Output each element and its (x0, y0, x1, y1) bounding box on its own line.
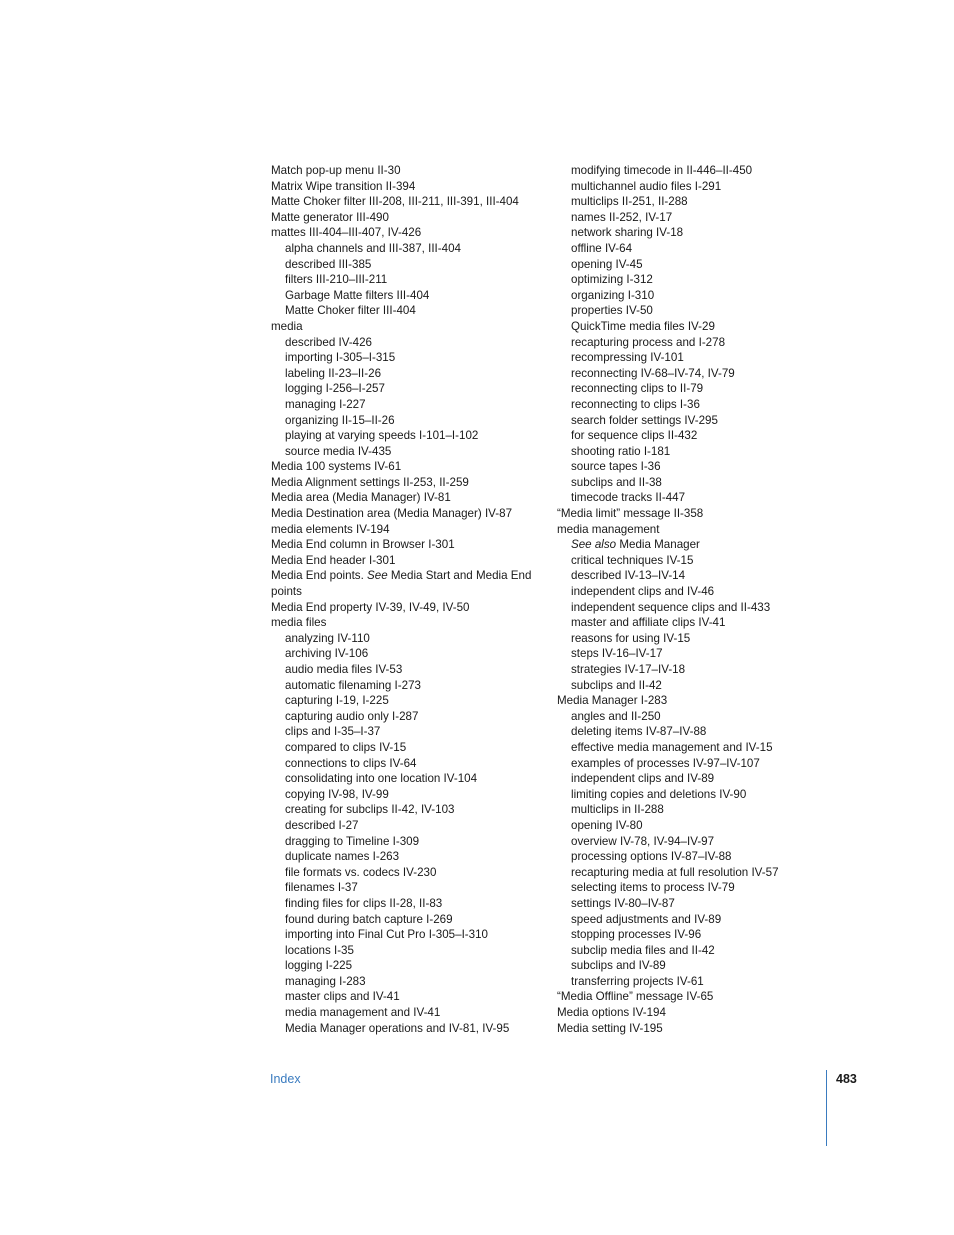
index-subentry: independent clips and IV-89 (571, 772, 715, 786)
index-entry: Matte generator III-490 (271, 210, 389, 224)
index-subentry: subclips and IV-89 (571, 959, 666, 973)
index-subentry: critical techniques IV-15 (571, 553, 694, 567)
see-target: Media Start and Media End points (271, 569, 532, 599)
page-number: 483 (836, 1072, 857, 1086)
index-subentry: recapturing media at full resolution IV-57 (571, 865, 779, 879)
index-subentry: network sharing IV-18 (571, 226, 684, 240)
index-subentry: examples of processes IV-97–IV-107 (571, 756, 760, 770)
index-subentry: reconnecting to clips I-36 (571, 397, 700, 411)
index-subentry: archiving IV-106 (285, 647, 369, 661)
index-subentry: compared to clips IV-15 (285, 740, 407, 754)
index-column-right (557, 163, 829, 1036)
index-subentry: importing I-305–I-315 (285, 351, 396, 365)
index-subentry: organizing II-15–II-26 (285, 413, 395, 427)
index-entry: Media End header I-301 (271, 553, 396, 567)
index-subentry: limiting copies and deletions IV-90 (571, 787, 747, 801)
index-entry: Matte Choker filter III-208, III-211, III-391, III-404 (271, 195, 519, 209)
index-subentry: names II-252, IV-17 (571, 210, 673, 224)
index-entry: “Media Offline” message IV-65 (557, 990, 714, 1004)
index-subentry: locations I-35 (285, 943, 354, 957)
index-subentry: multiclips II-251, II-288 (571, 195, 688, 209)
index-subentry: source tapes I-36 (571, 460, 661, 474)
index-entry: Match pop-up menu II-30 (271, 164, 401, 177)
index-subentry: settings IV-80–IV-87 (571, 896, 675, 910)
index-subentry: logging I-256–I-257 (285, 382, 385, 396)
index-subentry: subclips and II-38 (571, 475, 662, 489)
index-subentry: audio media files IV-53 (285, 663, 403, 676)
index-subentry: consolidating into one location IV-104 (285, 772, 478, 786)
index-entry (271, 568, 539, 599)
index-subentry: playing at varying speeds I-101–I-102 (285, 429, 479, 443)
index-subentry: angles and II-250 (571, 709, 661, 723)
index-subentry: timecode tracks II-447 (571, 491, 686, 505)
see-reference: See also (571, 538, 617, 552)
index-subentry: filenames I-37 (285, 881, 358, 895)
index-subentry: subclips and II-42 (571, 678, 662, 692)
index-entry: Media End property IV-39, IV-49, IV-50 (271, 600, 470, 614)
index-subentry: analyzing IV-110 (285, 631, 370, 645)
page-number-rule (826, 1070, 827, 1146)
index-subentry: QuickTime media files IV-29 (571, 319, 715, 333)
index-subentry: clips and I-35–I-37 (285, 725, 381, 739)
index-subentry: independent sequence clips and II-433 (571, 600, 771, 614)
index-subentry: copying IV-98, IV-99 (285, 787, 389, 801)
index-entry: Media Manager I-283 (557, 694, 668, 708)
index-subentry: offline IV-64 (571, 241, 633, 255)
index-subentry: finding files for clips II-28, II-83 (285, 896, 443, 910)
footer-section-label: Index (270, 1072, 301, 1086)
index-subentry: multichannel audio files I-291 (571, 179, 722, 193)
index-subentry: capturing audio only I-287 (285, 709, 419, 723)
index-entry: Media area (Media Manager) IV-81 (271, 491, 451, 505)
index-subentry: subclip media files and II-42 (571, 943, 715, 957)
index-entry: Media Destination area (Media Manager) IV-87 (271, 507, 513, 521)
index-subentry: Media Manager operations and IV-81, IV-95 (285, 1021, 510, 1035)
index-subentry: steps IV-16–IV-17 (571, 647, 663, 661)
index-subentry: opening IV-45 (571, 257, 643, 271)
index-subentry: source media IV-435 (285, 444, 392, 458)
index-entry: media files (271, 616, 327, 630)
index-column-left (271, 163, 539, 1036)
index-entry: Media options IV-194 (557, 1006, 666, 1020)
index-subentry: shooting ratio I-181 (571, 444, 671, 458)
index-subentry: logging I-225 (285, 959, 353, 973)
index-subentry: recompressing IV-101 (571, 351, 684, 365)
index-entry: media elements IV-194 (271, 522, 390, 536)
index-subentry: media management and IV-41 (285, 1006, 441, 1020)
index-subentry: Matte Choker filter III-404 (285, 304, 416, 318)
index-subentry: multiclips in II-288 (571, 803, 664, 817)
index-subentry: managing I-283 (285, 974, 366, 988)
index-subentry: labeling II-23–II-26 (285, 366, 382, 380)
see-reference: See (367, 569, 388, 583)
index-subentry: strategies IV-17–IV-18 (571, 663, 686, 676)
index-subentry: automatic filenaming I-273 (285, 678, 421, 692)
index-subentry: search folder settings IV-295 (571, 413, 718, 427)
index-subentry: organizing I-310 (571, 288, 655, 302)
index-entry-text: Media End points. (271, 569, 368, 583)
index-subentry: deleting items IV-87–IV-88 (571, 725, 707, 739)
index-subentry: found during batch capture I-269 (285, 912, 453, 926)
index-subentry: filters III-210–III-211 (285, 273, 388, 287)
see-target: Media Manager (616, 538, 700, 552)
index-subentry: overview IV-78, IV-94–IV-97 (571, 834, 715, 848)
index-entry: Media Alignment settings II-253, II-259 (271, 475, 469, 489)
index-subentry: importing into Final Cut Pro I-305–I-310 (285, 928, 488, 942)
index-subentry: capturing I-19, I-225 (285, 694, 389, 708)
index-subentry: described IV-13–IV-14 (571, 569, 686, 583)
index-subentry: described IV-426 (285, 335, 373, 349)
index-entry: media (271, 319, 303, 333)
index-subentry: speed adjustments and IV-89 (571, 912, 722, 926)
index-subentry: connections to clips IV-64 (285, 756, 417, 770)
index-subentry: managing I-227 (285, 397, 366, 411)
index-subentry: reconnecting clips to II-79 (571, 382, 704, 396)
index-subentry: processing options IV-87–IV-88 (571, 850, 732, 864)
index-entry: Media End column in Browser I-301 (271, 538, 455, 552)
index-subentry: effective media management and IV-15 (571, 740, 773, 754)
index-subentry: described I-27 (285, 818, 359, 832)
index-entry: “Media limit” message II-358 (557, 507, 704, 521)
index-subentry: Garbage Matte filters III-404 (285, 288, 430, 302)
index-subentry: reconnecting IV-68–IV-74, IV-79 (571, 366, 735, 380)
index-subentry: opening IV-80 (571, 818, 643, 832)
index-subentry: duplicate names I-263 (285, 850, 400, 864)
index-subentry: for sequence clips II-432 (571, 429, 698, 443)
index-subentry: selecting items to process IV-79 (571, 881, 735, 895)
index-subentry: modifying timecode in II-446–II-450 (571, 164, 753, 177)
index-subentry: master clips and IV-41 (285, 990, 400, 1004)
index-subentry: properties IV-50 (571, 304, 653, 318)
index-entry: Media 100 systems IV-61 (271, 460, 402, 474)
index-entry: Media setting IV-195 (557, 1021, 663, 1035)
index-subentry: alpha channels and III-387, III-404 (285, 241, 461, 255)
index-entry: Matrix Wipe transition II-394 (271, 179, 416, 193)
index-subentry: optimizing I-312 (571, 273, 653, 287)
index-subentry: transferring projects IV-61 (571, 974, 704, 988)
index-subentry: file formats vs. codecs IV-230 (285, 865, 437, 879)
index-subentry: dragging to Timeline I-309 (285, 834, 420, 848)
index-subentry: recapturing process and I-278 (571, 335, 726, 349)
index-entry: mattes III-404–III-407, IV-426 (271, 226, 422, 240)
index-subentry: stopping processes IV-96 (571, 928, 702, 942)
index-subentry: reasons for using IV-15 (571, 631, 691, 645)
index-subentry: described III-385 (285, 257, 372, 271)
index-subentry: independent clips and IV-46 (571, 585, 715, 599)
index-entry: media management (557, 522, 660, 536)
index-subentry: creating for subclips II-42, IV-103 (285, 803, 455, 817)
index-subentry: master and affiliate clips IV-41 (571, 616, 726, 630)
index-subentry (557, 537, 829, 553)
